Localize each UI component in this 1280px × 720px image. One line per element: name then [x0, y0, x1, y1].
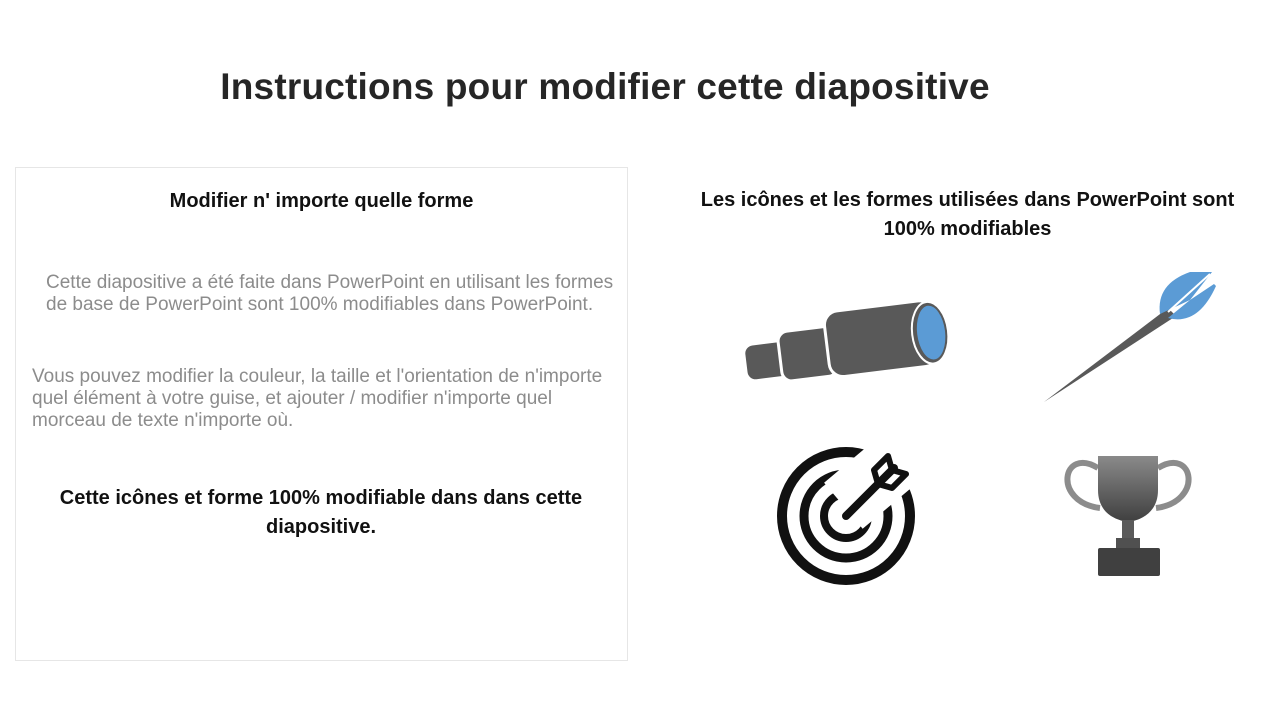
dart-icon: [1040, 268, 1220, 408]
slide-title: Instructions pour modifier cette diapositive: [220, 66, 990, 107]
panel-footer: Cette icônes et forme 100% modifiable dans dans cette diapositive.: [59, 487, 583, 538]
instructions-panel: [15, 167, 628, 661]
instruction-paragraph-1: Cette diapositive a été faite dans PowerPoint en utilisant les formes de base de PowerPoint sont 100% modifiables dans PowerPoint.: [46, 272, 614, 315]
icons-heading: Les icônes et les formes utilisées dans PowerPoint sont 100% modifiables: [700, 189, 1235, 240]
target-icon: [772, 446, 922, 586]
instruction-paragraph-2: Vous pouvez modifier la couleur, la taille et l'orientation de n'importe quel élément à votre guise, et ajouter / modifier n'importe quel morceau de texte n'importe où.: [32, 366, 603, 431]
telescope-icon: [740, 292, 952, 382]
trophy-icon: [1058, 450, 1198, 580]
panel-heading: Modifier n' importe quelle forme: [169, 190, 474, 212]
